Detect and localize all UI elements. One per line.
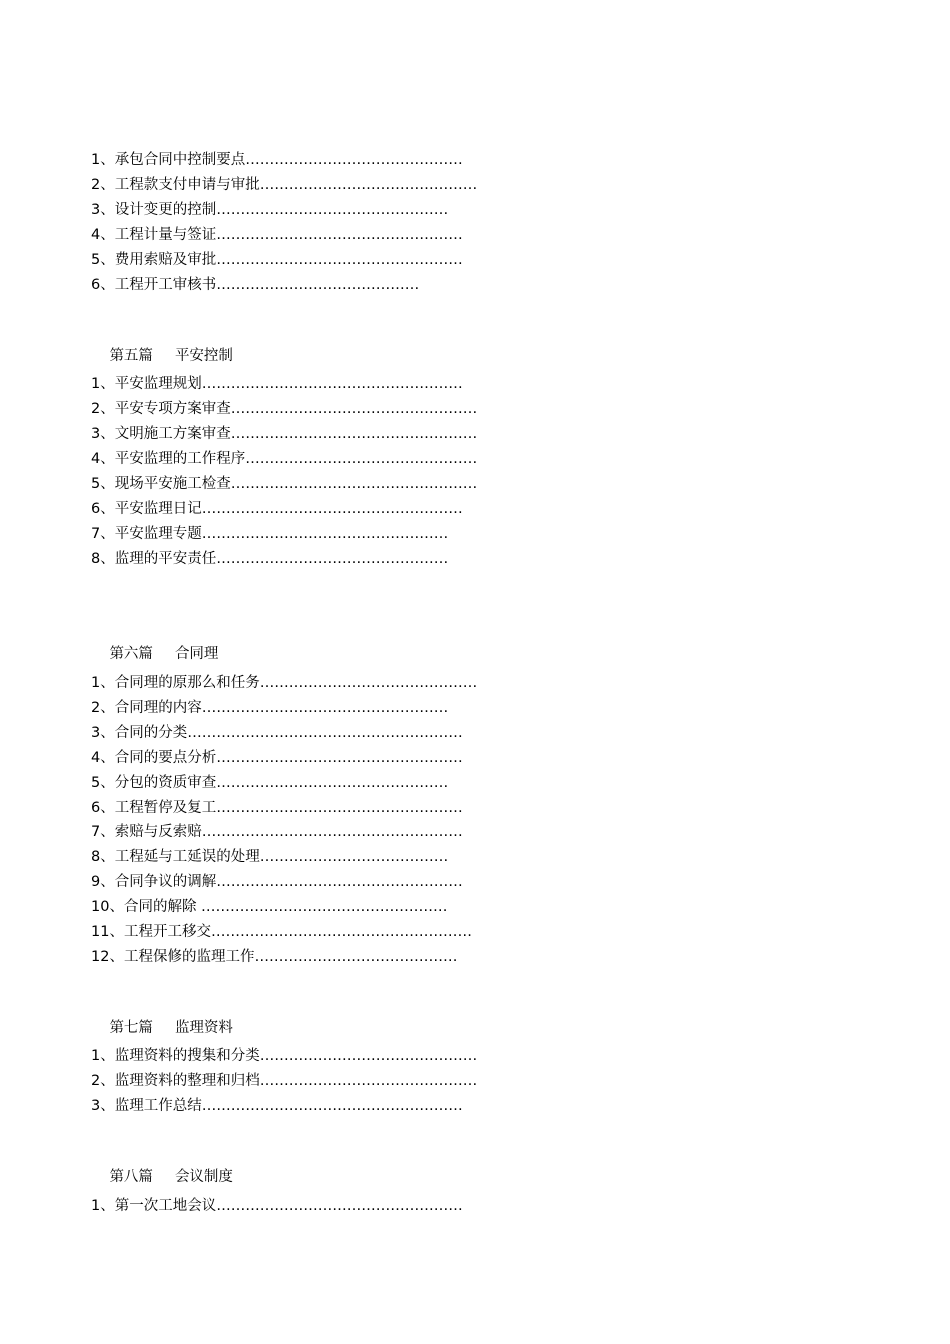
- section-title: 平安控制: [174, 348, 233, 364]
- toc-item: 3、监理工作总结………………………………………………: [91, 1098, 463, 1114]
- toc-item: 6、工程开工审核书……………………………………: [91, 277, 420, 293]
- toc-item: 2、合同理的内容……………………………………………: [91, 700, 449, 716]
- toc-item: 3、设计变更的控制…………………………………………: [91, 202, 449, 218]
- toc-item: 4、合同的要点分析……………………………………………: [91, 750, 463, 766]
- toc-item: 10、合同的解除 ……………………………………………: [91, 899, 448, 915]
- section-number: 第七篇: [109, 1020, 153, 1036]
- toc-item: 8、工程延与工延误的处理…………………………………: [91, 849, 449, 865]
- toc-item: 2、工程款支付申请与审批………………………………………: [91, 177, 478, 193]
- toc-item: 4、平安监理的工作程序…………………………………………: [91, 451, 478, 467]
- toc-item: 2、监理资料的整理和归档………………………………………: [91, 1073, 478, 1089]
- section-number: 第六篇: [109, 646, 153, 662]
- toc-item: 12、工程保修的监理工作……………………………………: [91, 949, 458, 965]
- toc-item: 6、平安监理日记………………………………………………: [91, 501, 463, 517]
- toc-item: 6、工程暂停及复工……………………………………………: [91, 800, 463, 816]
- toc-item: 3、文明施工方案审查……………………………………………: [91, 426, 478, 442]
- toc-item: 1、第一次工地会议……………………………………………: [91, 1198, 463, 1214]
- toc-item: 7、索赔与反索赔………………………………………………: [91, 824, 463, 840]
- toc-item: 4、工程计量与签证……………………………………………: [91, 227, 463, 243]
- toc-item: 5、现场平安施工检查……………………………………………: [91, 476, 478, 492]
- section-number: 第五篇: [109, 348, 153, 364]
- section-title: 合同理: [174, 646, 219, 662]
- toc-item: 5、费用索赔及审批……………………………………………: [91, 252, 463, 268]
- section-title: 会议制度: [174, 1169, 233, 1185]
- section-title: 监理资料: [174, 1020, 233, 1036]
- toc-item: 1、监理资料的搜集和分类………………………………………: [91, 1048, 478, 1064]
- toc-item: 5、分包的资质审查…………………………………………: [91, 775, 449, 791]
- toc-item: 1、合同理的原那么和任务………………………………………: [91, 675, 478, 691]
- toc-item: 2、平安专项方案审查……………………………………………: [91, 401, 478, 417]
- toc-item: 11、工程开工移交………………………………………………: [91, 924, 472, 940]
- section-number: 第八篇: [109, 1169, 153, 1185]
- toc-item: 8、监理的平安责任…………………………………………: [91, 551, 449, 567]
- toc-item: 9、合同争议的调解……………………………………………: [91, 874, 463, 890]
- toc-item: 1、承包合同中控制要点………………………………………: [91, 152, 463, 168]
- toc-item: 7、平安监理专题……………………………………………: [91, 526, 449, 542]
- toc-item: 1、平安监理规划………………………………………………: [91, 376, 463, 392]
- toc-item: 3、合同的分类…………………………………………………: [91, 725, 463, 741]
